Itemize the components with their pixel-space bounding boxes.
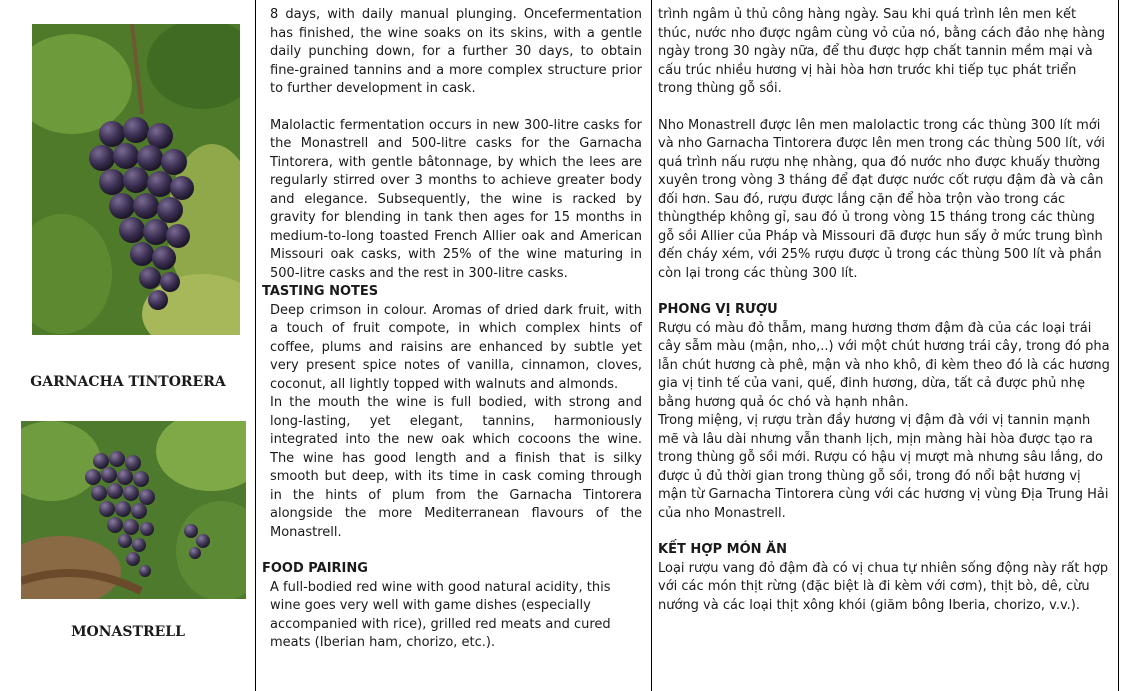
column-divider-3: [1118, 0, 1119, 691]
english-palate-paragraph: In the mouth the wine is full bodied, with strong and long-lasting, yet elegant, tannins, harmoniously integrated into the new oak which cocoons the wine. The wine has good length and a finish that is silky smooth but deep, with its time in cask coming through in the hints of plum from the Garnacha Tintorera alongside the more Mediterranean flavours of the Monastrell.: [270, 395, 642, 540]
vietnamese-column: [658, 6, 1110, 615]
vietnamese-tasting-heading: PHONG VỊ RƯỢU: [658, 302, 778, 317]
column-divider-2: [651, 0, 652, 691]
english-food-heading: FOOD PAIRING: [262, 561, 368, 576]
grape-name-monastrell: MONASTRELL: [71, 624, 185, 640]
english-column: [262, 6, 642, 653]
vietnamese-palate-paragraph: Trong miệng, vị rượu tràn đầy hương vị đậm đà với vị tannin mạnh mẽ và lâu dài nhưng vẫn thanh lịch, mịn màng hài hòa được tạo ra trong thùng gỗ sồi mới. Rượu có hậu vị mượt mà nhưng sâu lắng, do được ủ đủ thời gian trong thùng gỗ sồi, trong đó nổi bật hương vị mận từ Garnacha Tintorera cùng với các hương vị vùng Địa Trung Hải của nho Monastrell.: [658, 413, 1109, 521]
vietnamese-malolactic-paragraph: Nho Monastrell được lên men malolactic trong các thùng 300 lít mới và nho Garnacha Tintorera được lên men trong các thùng 500 lít, với quá trình nấu rượu nhẹ nhàng, qua đó nước nho được khuấy thường xuyên trong vòng 3 tháng để đạt được nước cốt rượu đậm đà và cân đối hơn. Sau đó, rượu được lắng cặn để hòa trộn vào trong các thùngthép không gỉ, sau đó ủ trong vòng 15 tháng trong các thùng gỗ sồi Allier của Pháp và Missouri đã được hun sấy ở mức trung bình đến cháy xém, với 25% rượu được ủ trong các thùng 500 lít và phần còn lại trong các thùng 300 lít.: [658, 117, 1106, 281]
grape-name-garnacha: GARNACHA TINTORERA: [30, 374, 226, 390]
english-fermentation-paragraph: 8 days, with daily manual plunging. Oncefermentation has finished, the wine soaks on its skins, with a gentle daily punching down, for a further 30 days, to obtain fine-grained tannins and a more complex structure prior to further development in cask.: [270, 7, 642, 96]
garnacha-grape-photo: [32, 24, 240, 335]
monastrell-grape-photo: [21, 421, 246, 599]
vietnamese-food-paragraph: Loại rượu vang đỏ đậm đà có vị chua tự nhiên sống động này rất hợp với các món thịt rừng (đặc biệt là đi kèm với cơm), thịt bò, dê, cừu nướng và các loại thịt xông khói (giăm bông Iberia, chorizo, v.v.).: [658, 560, 1109, 613]
vietnamese-food-heading: KẾT HỢP MÓN ĂN: [658, 542, 787, 557]
english-aroma-paragraph: Deep crimson in colour. Aromas of dried dark fruit, with a touch of fruit compote, in which complex hints of coffee, plums and raisins are enhanced by subtle yet very present spice notes of vanilla, cinnamon, cloves, coconut, all lightly topped with walnuts and almonds.: [270, 302, 642, 392]
grape-column: [0, 0, 256, 691]
english-malolactic-paragraph: Malolactic fermentation occurs in new 300-litre casks for the Monastrell and 500-litre casks for the Garnacha Tintorera, with gentle bâtonnage, by which the lees are regularly stirred over 3 months to achieve greater body and elegance. Subsequently, the wine is racked by gravity for blending in tank then ages for 15 months in medium-to-long toasted French Allier oak and American Missouri oak casks, with 25% of the wine maturing in 500-litre casks and the rest in 300-litre casks.: [270, 117, 642, 281]
english-food-paragraph: A full-bodied red wine with good natural acidity, this wine goes very well with game dishes (especially accompanied with rice), grilled red meats and cured meats (Iberian ham, chorizo, etc.).: [270, 579, 611, 650]
vietnamese-aroma-paragraph: Rượu có màu đỏ thẫm, mang hương thơm đậm đà của các loại trái cây sẫm màu (mận, nho,..) với một chút hương trái cây, trong đó pha lẫn chút hương cà phê, mận và nho khô, đi kèm theo đó là các hương gia vị tinh tế của vani, quế, đinh hương, dừa, tất cả được phủ nhẹ bằng hương quả óc chó và hạnh nhân.: [658, 320, 1110, 410]
vietnamese-fermentation-paragraph: trình ngâm ủ thủ công hàng ngày. Sau khi quá trình lên men kết thúc, nước nho được ngâm cùng vỏ của nó, bằng cách đảo nhẹ hàng ngày trong 30 ngày nữa, để thu được hợp chất tannin mềm mại và cấu trúc nhiều hương vị hài hòa hơn trước khi tiếp tục phát triển trong thùng gỗ sồi.: [658, 7, 1106, 96]
english-tasting-heading: TASTING NOTES: [262, 284, 379, 299]
